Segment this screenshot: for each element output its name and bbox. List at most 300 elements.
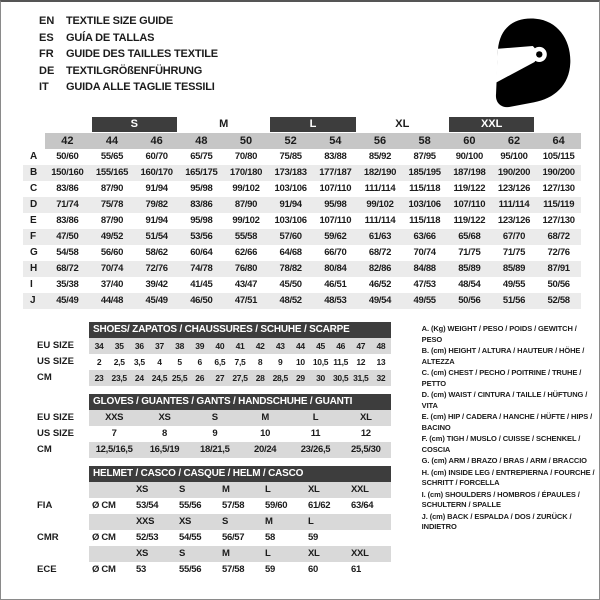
value-cell: 5 xyxy=(177,357,182,367)
measurement-cell: 50/56 xyxy=(547,279,570,290)
value-cell: L xyxy=(312,412,319,423)
measurement-cell: 83/86 xyxy=(56,183,79,194)
language-code: IT xyxy=(39,81,49,93)
measurement-cell: 66/70 xyxy=(324,247,347,258)
value-cell: 54/55 xyxy=(179,532,202,543)
shoes-table xyxy=(37,322,392,386)
measurement-cell: 91/94 xyxy=(279,199,302,210)
size-group-label: XXL xyxy=(449,117,534,132)
size-group-row xyxy=(23,116,581,132)
row-letter: J xyxy=(30,295,36,306)
measurement-cell: 95/98 xyxy=(190,215,213,226)
value-cell: 9 xyxy=(278,357,283,367)
value-cell: 30,5 xyxy=(332,373,349,383)
helmet-table xyxy=(37,466,392,578)
row-label: CM xyxy=(37,444,52,455)
measurement-cell: 47/51 xyxy=(234,295,258,306)
value-cell: 57/58 xyxy=(222,564,245,575)
measurement-cell: 165/175 xyxy=(185,167,218,178)
value-cell: XS xyxy=(136,484,149,495)
row-label: EU SIZE xyxy=(37,340,74,351)
measurement-row xyxy=(23,229,581,245)
size-group-label: S xyxy=(92,117,177,132)
measurement-cell: 99/102 xyxy=(366,199,394,210)
value-cell: 59 xyxy=(265,564,275,575)
row-label: EU SIZE xyxy=(37,412,74,423)
measurement-cell: 103/106 xyxy=(408,199,441,210)
value-cell: 4 xyxy=(157,357,162,367)
measurement-cell: 95/98 xyxy=(324,199,347,210)
size-header-cell: 54 xyxy=(313,133,358,149)
legend-item: B. (cm) HEIGHT / ALTURA / HAUTEUR / HÖHE / ALTEZZA xyxy=(421,346,585,366)
measurement-cell: 70/74 xyxy=(413,247,436,258)
measurement-cell: 99/102 xyxy=(232,215,260,226)
size-header-cell: 48 xyxy=(179,133,224,149)
shoes-row xyxy=(37,370,392,386)
guide-title: TEXTILGRÖßENFÜHRUNG xyxy=(66,64,203,77)
value-cell: 11 xyxy=(310,428,321,439)
legend-item: E. (cm) HIP / CADERA / HANCHE / HÜFTE / HIPS / BACINO xyxy=(421,412,593,432)
value-cell: 9 xyxy=(212,428,218,439)
size-group-label: L xyxy=(270,117,355,132)
value-cell: 10 xyxy=(295,357,305,367)
measurement-cell: 58/62 xyxy=(145,247,168,258)
corner-cell xyxy=(23,133,45,149)
row-label: US SIZE xyxy=(37,428,74,439)
measurement-cell: 190/200 xyxy=(542,167,575,178)
measurement-cell: 46/52 xyxy=(368,279,392,290)
textile-table-body xyxy=(23,149,581,309)
measurement-row xyxy=(23,213,581,229)
value-cell: 8 xyxy=(162,428,167,439)
label-spacer xyxy=(37,394,89,410)
row-letter: A xyxy=(30,151,38,162)
shoes-header-row xyxy=(37,322,392,338)
gloves-header-row xyxy=(37,394,392,410)
measurement-cell: 111/114 xyxy=(498,199,530,210)
measurement-cell: 87/90 xyxy=(234,199,258,210)
measurement-cell: 107/110 xyxy=(319,215,352,226)
row-label xyxy=(37,546,89,562)
measurement-cell: 65/75 xyxy=(190,151,213,162)
value-cell: 38 xyxy=(175,341,185,351)
gloves-table-body xyxy=(37,410,392,458)
language-code: DE xyxy=(39,64,55,77)
measurement-cell: 182/190 xyxy=(363,167,397,178)
value-cell: 25,5 xyxy=(171,373,188,383)
label-spacer xyxy=(37,322,89,338)
value-cell: 53/54 xyxy=(136,500,159,511)
value-cell: 6 xyxy=(197,357,202,367)
measurement-cell: 46/51 xyxy=(324,279,347,290)
measurement-cell: 85/89 xyxy=(458,263,481,274)
helmet-row xyxy=(37,530,392,546)
cell-group xyxy=(89,338,391,354)
size-header-cell: 50 xyxy=(224,133,269,149)
measurement-row xyxy=(23,261,581,277)
value-cell: 39 xyxy=(195,341,205,351)
value-cell: 7 xyxy=(111,428,117,439)
value-cell: M xyxy=(265,516,273,527)
value-cell: 29 xyxy=(295,373,305,383)
measurement-cell: 107/110 xyxy=(453,199,486,210)
measurement-cell: 177/187 xyxy=(319,167,352,178)
measurement-cell: 103/106 xyxy=(274,183,307,194)
value-cell: 27 xyxy=(215,373,225,383)
measurement-cell: 45/49 xyxy=(145,295,168,306)
measurement-cell: 55/65 xyxy=(100,151,124,162)
measurement-cell: 111/114 xyxy=(364,215,396,226)
helmet-table-body xyxy=(37,482,392,578)
measurement-cell: 95/100 xyxy=(500,151,528,162)
value-cell: 56/57 xyxy=(222,532,245,543)
legend-item: A. (Kg) WEIGHT / PESO / POIDS / GEWITCH / PESO xyxy=(421,324,577,344)
value-cell: 61/62 xyxy=(308,500,331,511)
guide-title: GUIDA ALLE TAGLIE TESSILI xyxy=(66,81,215,93)
value-cell: 40 xyxy=(215,341,225,351)
row-letter: C xyxy=(30,183,38,194)
value-cell: 28 xyxy=(255,373,265,383)
size-header-cell: 52 xyxy=(268,133,313,149)
value-cell: XL xyxy=(308,548,320,559)
shoes-table-title: SHOES/ ZAPATOS / CHAUSSURES / SCHUHE / SCARPE xyxy=(89,322,391,338)
value-cell: 55/56 xyxy=(179,564,202,575)
measurement-row xyxy=(23,181,581,197)
value-cell: 24 xyxy=(134,373,144,383)
measurement-cell: 68/72 xyxy=(547,231,570,242)
measurement-cell: 68/72 xyxy=(368,247,392,258)
label-spacer xyxy=(37,466,89,482)
measurement-cell: 67/70 xyxy=(502,231,526,242)
value-cell: 59/60 xyxy=(265,500,288,511)
measurement-cell: 68/72 xyxy=(56,263,79,274)
measurement-cell: 50/60 xyxy=(56,151,79,162)
measurement-cell: 79/82 xyxy=(145,199,168,210)
measurement-cell: 43/47 xyxy=(234,279,258,290)
gloves-table xyxy=(37,394,392,458)
value-cell: L xyxy=(265,548,271,559)
value-cell: Ø CM xyxy=(92,500,116,511)
measurement-cell: 173/183 xyxy=(274,167,307,178)
measurement-cell: 187/198 xyxy=(453,167,486,178)
value-cell: S xyxy=(211,412,218,423)
value-cell: 12 xyxy=(360,428,371,439)
measurement-cell: 52/58 xyxy=(547,295,570,306)
helmet-table-title: HELMET / CASCO / CASQUE / HELM / CASCO xyxy=(89,466,391,482)
measurement-cell: 83/88 xyxy=(324,151,347,162)
row-label: ECE xyxy=(37,564,57,575)
measurement-cell: 37/40 xyxy=(100,279,124,290)
value-cell: 31,5 xyxy=(353,373,369,383)
legend-item: H. (cm) INSIDE LEG / ENTREPIERNA / FOURCHE / SCHRITT / FORCELLA xyxy=(421,467,595,487)
value-cell: S xyxy=(222,516,229,527)
row-letter: F xyxy=(30,231,37,242)
measurement-cell: 57/60 xyxy=(279,231,302,242)
helmet-icon xyxy=(481,14,575,108)
measurement-cell: 53/56 xyxy=(190,231,213,242)
legend-item: C. (cm) CHEST / PECHO / POITRINE / TRUHE / PETTO xyxy=(421,368,582,388)
measurement-cell: 105/115 xyxy=(542,151,575,162)
size-group-label xyxy=(23,117,90,132)
size-header-row xyxy=(23,133,581,149)
measurement-cell: 87/90 xyxy=(100,215,124,226)
value-cell xyxy=(348,530,391,546)
value-cell: XXL xyxy=(351,548,369,559)
row-letter: G xyxy=(30,247,38,258)
measurement-cell: 91/94 xyxy=(145,215,168,226)
value-cell: 59 xyxy=(308,532,318,543)
value-cell: S xyxy=(179,548,186,559)
measurement-cell: 87/91 xyxy=(547,263,570,274)
value-cell: 46 xyxy=(336,341,346,351)
value-cell: 41 xyxy=(235,341,245,351)
helmet-row xyxy=(37,546,392,562)
measurement-cell: 99/102 xyxy=(232,183,260,194)
cell-group xyxy=(89,410,391,426)
value-cell: 23/26,5 xyxy=(300,444,331,455)
value-cell: XXS xyxy=(105,412,124,423)
value-cell: 12,5/16,5 xyxy=(95,444,133,455)
measurement-cell: 35/38 xyxy=(56,279,79,290)
value-cell: 42 xyxy=(255,341,265,351)
value-cell xyxy=(348,514,391,530)
measurement-cell: 71/75 xyxy=(502,247,526,258)
measurement-cell: 72/76 xyxy=(145,263,168,274)
value-cell: 34 xyxy=(94,341,104,351)
guide-title: GUIDE DES TAILLES TEXTILE xyxy=(66,48,218,60)
value-cell: L xyxy=(308,516,314,527)
value-cell: 55/56 xyxy=(179,500,202,511)
cell-group xyxy=(89,482,391,498)
size-group-label: M xyxy=(219,118,229,130)
measurement-cell: 60/70 xyxy=(145,151,168,162)
size-header-cell: 42 xyxy=(45,133,90,149)
value-cell: 13 xyxy=(376,357,386,367)
legend-item: I. (cm) SHOULDERS / HOMBROS / ÉPAULES / SCHULTERN / SPALLE xyxy=(421,489,580,509)
value-cell: 10,5 xyxy=(312,357,329,367)
row-letter: B xyxy=(30,167,38,178)
legend-item: G. (cm) ARM / BRAZO / BRAS / ARM / BRACCIO xyxy=(421,456,587,465)
measurement-cell: 83/86 xyxy=(190,199,213,210)
row-letter: E xyxy=(30,215,37,226)
size-header-cell: 64 xyxy=(536,133,581,149)
measurement-row xyxy=(23,277,581,293)
value-cell: M xyxy=(222,484,230,495)
measurement-cell: 51/54 xyxy=(145,231,168,242)
measurement-cell: 55/58 xyxy=(234,231,258,242)
measurement-cell: 72/76 xyxy=(547,247,570,258)
measurement-cell: 50/56 xyxy=(458,295,481,306)
measurement-cell: 87/95 xyxy=(413,151,436,162)
measurement-cell: 71/74 xyxy=(56,199,79,210)
textile-size-table xyxy=(23,116,581,309)
measurement-cell: 47/53 xyxy=(413,279,436,290)
measurement-cell: 61/63 xyxy=(368,231,392,242)
measurement-cell: 150/160 xyxy=(51,167,84,178)
value-cell xyxy=(89,514,133,530)
value-cell: XS xyxy=(179,516,192,527)
value-cell: 23,5 xyxy=(111,373,127,383)
language-code: ES xyxy=(39,31,54,44)
value-cell: 43 xyxy=(275,341,285,351)
measurement-row xyxy=(23,165,581,181)
value-cell: 16,5/19 xyxy=(149,444,180,455)
legend-item: F. (cm) TIGH / MUSLO / CUISSE / SCHENKEL / COSCIA xyxy=(421,434,581,454)
measurement-cell: 123/126 xyxy=(497,215,531,226)
measurement-legend xyxy=(422,322,599,586)
value-cell: XS xyxy=(158,412,171,423)
helmet-row xyxy=(37,514,392,530)
size-header-cell: 58 xyxy=(402,133,447,149)
value-cell: 7,5 xyxy=(234,357,246,367)
value-cell: 53 xyxy=(136,564,146,575)
guide-title: GUÍA DE TALLAS xyxy=(66,31,155,44)
guide-title: TEXTILE SIZE GUIDE xyxy=(66,15,174,27)
measurement-cell: 74/78 xyxy=(190,263,213,274)
measurement-cell: 46/50 xyxy=(190,295,213,306)
legend-item: J. (cm) BACK / ESPALDA / DOS / ZURÜCK / INDIETRO xyxy=(421,511,572,531)
size-header-cell: 44 xyxy=(90,133,135,149)
measurement-cell: 45/49 xyxy=(56,295,79,306)
measurement-cell: 190/200 xyxy=(497,167,531,178)
measurement-cell: 44/48 xyxy=(100,295,124,306)
measurement-cell: 84/88 xyxy=(413,263,436,274)
measurement-cell: 70/80 xyxy=(234,151,258,162)
size-header-cell: 56 xyxy=(358,133,403,149)
measurement-cell: 70/74 xyxy=(100,263,124,274)
value-cell: 30 xyxy=(316,373,325,383)
measurement-cell: 48/52 xyxy=(279,295,302,306)
value-cell: XS xyxy=(136,548,149,559)
row-label: CM xyxy=(37,372,52,383)
value-cell: 47 xyxy=(356,341,366,351)
value-cell: 63/64 xyxy=(351,500,374,511)
row-letter: D xyxy=(30,199,38,210)
measurement-cell: 85/92 xyxy=(368,151,392,162)
size-header-cell: 62 xyxy=(492,133,537,149)
value-cell: 20/24 xyxy=(254,444,277,455)
gloves-row xyxy=(37,410,392,426)
measurement-cell: 56/60 xyxy=(100,247,124,258)
gloves-row xyxy=(37,442,392,458)
measurement-cell: 91/94 xyxy=(145,183,168,194)
measurement-cell: 80/84 xyxy=(324,263,347,274)
measurement-cell: 76/80 xyxy=(234,263,258,274)
value-cell: M xyxy=(261,412,269,423)
measurement-cell: 185/195 xyxy=(408,167,441,178)
language-code: FR xyxy=(39,48,54,60)
measurement-cell: 119/122 xyxy=(453,183,486,194)
measurement-cell: 90/100 xyxy=(455,151,483,162)
measurement-cell: 49/54 xyxy=(368,295,392,306)
measurement-cell: 127/130 xyxy=(542,215,575,226)
shoes-row xyxy=(37,354,392,370)
row-label xyxy=(37,482,89,498)
value-cell: 2 xyxy=(96,357,102,367)
value-cell: 61 xyxy=(351,564,361,575)
row-label: CMR xyxy=(37,532,59,543)
measurement-cell: 62/66 xyxy=(234,247,258,258)
value-cell: 25,5/30 xyxy=(351,444,381,455)
cell-group xyxy=(89,354,391,370)
value-cell: Ø CM xyxy=(92,532,116,543)
value-cell: XXS xyxy=(136,516,155,527)
row-letter: I xyxy=(30,279,33,290)
measurement-cell: 48/54 xyxy=(458,279,481,290)
measurement-cell: 123/126 xyxy=(497,183,531,194)
measurement-cell: 82/86 xyxy=(368,263,392,274)
cell-group xyxy=(89,562,391,578)
lower-section xyxy=(37,322,599,586)
value-cell: 6,5 xyxy=(214,357,226,367)
value-cell: 52/53 xyxy=(136,532,159,543)
measurement-cell: 71/75 xyxy=(458,247,481,258)
value-cell: XXL xyxy=(351,484,369,495)
measurement-cell: 60/64 xyxy=(190,247,213,258)
measurement-cell: 47/50 xyxy=(56,231,79,242)
value-cell: 60 xyxy=(308,564,318,575)
measurement-cell: 64/68 xyxy=(279,247,302,258)
helmet-row xyxy=(37,562,392,578)
cell-group xyxy=(89,442,391,458)
measurement-row xyxy=(23,293,581,309)
measurement-cell: 111/114 xyxy=(364,183,396,194)
size-group-label xyxy=(536,117,581,132)
helmet-row xyxy=(37,482,392,498)
value-cell: 37 xyxy=(155,341,164,351)
value-cell: 36 xyxy=(134,341,144,351)
measurement-cell: 59/62 xyxy=(324,231,347,242)
value-cell: 32 xyxy=(376,373,386,383)
row-label: FIA xyxy=(37,500,53,511)
measurement-cell: 54/58 xyxy=(56,247,79,258)
measurement-cell: 85/89 xyxy=(502,263,526,274)
measurement-cell: 119/122 xyxy=(453,215,486,226)
measurement-cell: 75/78 xyxy=(100,199,124,210)
value-cell: 57/58 xyxy=(222,500,245,511)
measurement-cell: 160/170 xyxy=(140,167,173,178)
measurement-cell: 103/106 xyxy=(274,215,307,226)
shoes-table-body xyxy=(37,338,392,386)
value-cell: 3,5 xyxy=(133,357,145,367)
value-cell: 2,5 xyxy=(113,357,125,367)
measurement-cell: 39/42 xyxy=(145,279,168,290)
row-label xyxy=(37,514,89,530)
measurement-row xyxy=(23,197,581,213)
size-header-cell: 60 xyxy=(447,133,492,149)
cell-group xyxy=(89,498,391,514)
measurement-cell: 75/85 xyxy=(279,151,302,162)
value-cell: 28,5 xyxy=(272,373,288,383)
value-cell xyxy=(89,546,133,562)
value-cell: 24,5 xyxy=(151,373,168,383)
cell-group xyxy=(89,426,391,442)
value-cell: M xyxy=(222,548,230,559)
measurement-cell: 49/52 xyxy=(100,231,124,242)
size-header-cell: 46 xyxy=(134,133,179,149)
gloves-row xyxy=(37,426,392,442)
measurement-cell: 63/66 xyxy=(413,231,436,242)
value-cell: 58 xyxy=(265,532,275,543)
legend-item: D. (cm) WAIST / CINTURA / TAILLE / HÜFTUNG / VITA xyxy=(421,390,588,410)
value-cell: XL xyxy=(360,412,372,423)
cell-group xyxy=(89,530,391,546)
helmet-row xyxy=(37,498,392,514)
value-cell: XL xyxy=(308,484,320,495)
measurement-cell: 87/90 xyxy=(100,183,124,194)
value-cell: 26 xyxy=(195,373,205,383)
measurement-cell: 115/119 xyxy=(543,199,575,210)
